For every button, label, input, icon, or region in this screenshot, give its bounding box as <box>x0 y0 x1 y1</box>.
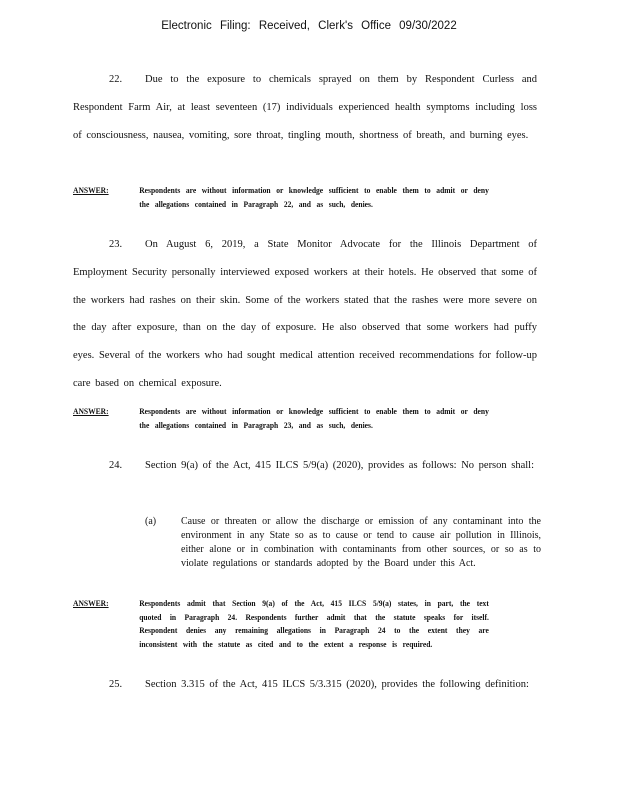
subitem-text: Cause or threaten or allow the discharge or emission of any contaminant into the environment in any State so as to cause or tend to cause air pollution in Illinois, either alone or in combination with contaminants from other sources, or so as to violate regulations or standards adopted by the Board under this Act. <box>181 516 541 569</box>
answer-text: Respondents admit that Section 9(a) of the Act, 415 ILCS 5/9(a) states, in part, the text quoted in Paragraph 24. Respondents further admit that the statute speaks for itself. Respondent denies any remaining allegations in Paragraph 24 to the extent they are inconsistent with the statute as cited and to the extent a response is required. <box>139 599 489 649</box>
paragraph-number: 24. <box>109 460 123 471</box>
answer-label: ANSWER: <box>73 599 109 608</box>
paragraph-22 <box>73 66 537 149</box>
answer-label: ANSWER: <box>73 186 109 195</box>
paragraph-23 <box>73 231 537 398</box>
answer-text: Respondents are without information or knowledge sufficient to enable them to admit or deny the allegations contained in Paragraph 22, and as such, denies. <box>139 186 489 209</box>
answer-24 <box>73 597 500 651</box>
filing-header: Electronic Filing: Received, Clerk's Office 09/30/2022 <box>161 20 457 32</box>
paragraph-text: On August 6, 2019, a State Monitor Advocate for the Illinois Department of Employment Security personally interviewed exposed workers at their hotels. He observed that some of the workers had rashes on their skin. Some of the workers stated that the rashes were more severe on the day after exposure, than on the day of exposure. He also observed that some workers had puffy eyes. Several of the workers who had sought medical attention received recommendations for follow-up care based on chemical exposure. <box>73 239 537 389</box>
answer-23 <box>73 405 500 432</box>
paragraph-number: 22. <box>109 74 123 85</box>
answer-22 <box>73 184 500 211</box>
answer-label: ANSWER: <box>73 407 109 416</box>
paragraph-number: 25. <box>109 679 123 690</box>
paragraph-25 <box>73 671 537 699</box>
statute-quote-a <box>145 515 541 571</box>
paragraph-24 <box>73 452 537 480</box>
paragraph-text: Due to the exposure to chemicals sprayed on them by Respondent Curless and Respondent Farm Air, at least seventeen (17) individuals experienced health symptoms including loss of consciousness, nausea, vomiting, sore throat, tingling mouth, shortness of breath, and burning eyes. <box>73 74 537 141</box>
subitem-letter: (a) <box>145 516 157 527</box>
paragraph-number: 23. <box>109 239 123 250</box>
paragraph-text: Section 9(a) of the Act, 415 ILCS 5/9(a) (2020), provides as follows: No person shall: <box>145 460 535 471</box>
paragraph-text: Section 3.315 of the Act, 415 ILCS 5/3.315 (2020), provides the following definition: <box>145 679 529 690</box>
answer-text: Respondents are without information or knowledge sufficient to enable them to admit or deny the allegations contained in Paragraph 23, and as such, denies. <box>139 407 489 430</box>
